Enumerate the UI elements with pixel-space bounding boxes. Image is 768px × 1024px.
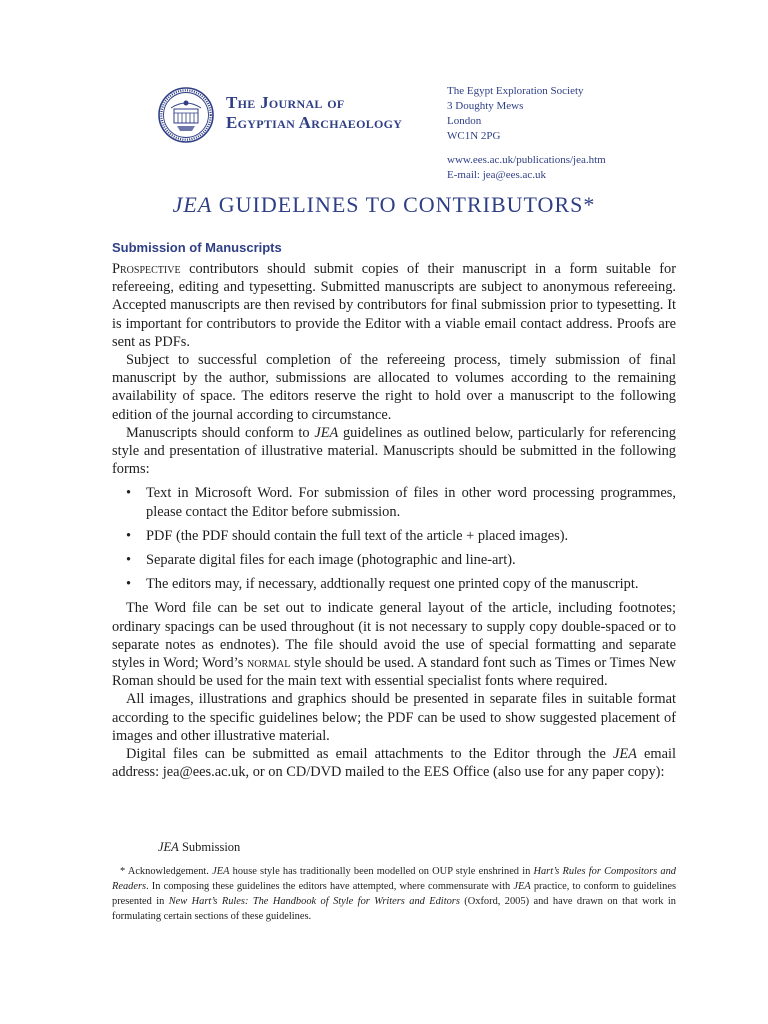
list-item: [112, 527, 676, 545]
section-heading: Submission of Manuscripts: [112, 240, 282, 255]
journal-title-line-1: The Journal of: [226, 93, 345, 112]
body-text: [112, 260, 676, 781]
footnote: [112, 864, 676, 924]
list-item: [112, 551, 676, 569]
list-item-text: Separate digital files for each image (photographic and line-art).: [146, 552, 516, 569]
list-item: [112, 575, 676, 593]
paragraph: [112, 745, 676, 781]
paragraph: All images, illustrations and graphics should be presented in separate files in suitable format according to the specific guidelines below; the PDF can be used to show suggested placement of images and other illustrative material.: [112, 691, 676, 744]
paragraph-text: Digital files can be submitted as email attachments to the Editor through the: [126, 746, 613, 763]
journal-title: [226, 93, 402, 133]
paragraph-text: contributors should submit copies of their manuscript in a form suitable for refereeing, editing and typesetting. Submitted manuscripts are subject to anonymous refereeing. Accepted manuscripts are then revised by contributors for final submission prior to typesetting. It is important for contributors to provide the Editor with a viable email contact address. Proofs are sent as PDFs.: [112, 261, 676, 350]
submission-label: [158, 840, 240, 855]
jea-italic: JEA: [612, 746, 637, 763]
jea-italic: JEA: [314, 424, 339, 441]
list-item-text: PDF (the PDF should contain the full text of the article + placed images).: [146, 527, 569, 544]
list-item-text: Text in Microsoft Word. For submission of files in other word processing programmes, please contact the Editor before submission.: [146, 485, 676, 520]
submission-label-text: Submission: [178, 840, 241, 854]
paragraph: [112, 424, 676, 479]
paragraph-text: The Word file can be set out to indicate general layout of the article, including footnotes; ordinary spacings can be used throughout (it is not necessary to supply copy double-spaced or to separate notes as endnotes). The file should avoid the use of special formatting and separate styles in Word; Word’s: [112, 600, 676, 672]
jea-italic: JEA: [513, 881, 531, 892]
address-line: WC1N 2PG: [447, 130, 501, 142]
address-line: London: [447, 115, 482, 127]
paragraph: [112, 260, 676, 351]
address-line: The Egypt Exploration Society: [447, 85, 584, 97]
paragraph-text: style should be used. A standard font such as Times or Times New Roman should be used for the main text with essential specialist fonts where required.: [112, 655, 676, 690]
address-line: 3 Doughty Mews: [447, 100, 524, 112]
paragraph-text: Manuscripts should conform to: [126, 424, 315, 441]
footnote-text: . In composing these guidelines the editors have attempted, where commensurate with: [146, 881, 514, 892]
footnote-text: * Acknowledgement.: [120, 866, 213, 877]
normal-style-name: normal: [247, 655, 291, 672]
bullet: •: [126, 485, 132, 502]
jea-italic: JEA: [158, 840, 179, 854]
website-link[interactable]: www.ees.ac.uk/publications/jea.htm: [447, 154, 606, 166]
submission-forms-list: [112, 484, 676, 593]
bullet: •: [126, 552, 132, 569]
book-title: New Hart’s Rules: The Handbook of Style for Writers and Editors: [168, 896, 460, 907]
title-rest: GUIDELINES TO CONTRIBUTORS*: [212, 192, 596, 217]
bullet: •: [126, 527, 132, 544]
email-link[interactable]: E-mail: jea@ees.ac.uk: [447, 169, 546, 181]
footnote-text: house style has traditionally been modelled on OUP style enshrined in: [229, 866, 534, 877]
journal-title-line-2: Egyptian Archaeology: [226, 113, 403, 132]
book-title: Hart’s Rules for Compositors and Readers: [112, 866, 676, 892]
paragraph-text: email address: jea@ees.ac.uk, or on CD/DVD mailed to the EES Office (also use for any paper copy):: [112, 746, 676, 781]
paragraph-text: guidelines as outlined below, particularly for referencing style and presentation of illustrative material. Manuscripts should be submitted in the following forms:: [112, 424, 676, 478]
title-jea: JEA: [172, 192, 213, 217]
page-title: [0, 192, 768, 218]
footnote-text: practice, to conform to guidelines presented in: [112, 881, 676, 907]
bullet: •: [126, 576, 132, 593]
list-item-text: The editors may, if necessary, addtionally request one printed copy of the manuscript.: [146, 576, 639, 593]
list-item: [112, 484, 676, 520]
footnote-text: (Oxford, 2005) and have drawn on that work in formulating certain sections of these guidelines.: [112, 896, 677, 922]
publisher-address: [447, 84, 606, 183]
ees-seal-icon: [157, 86, 215, 144]
paragraph: [112, 599, 676, 690]
jea-italic: JEA: [212, 866, 230, 877]
lead-word: Prospective: [112, 261, 181, 277]
paragraph: Subject to successful completion of the refereeing process, timely submission of final manuscript by the author, submissions are allocated to volumes according to the remaining availability of space. The editors reserve the right to hold over a manuscript to the following edition of the journal according to circumstance.: [112, 352, 676, 423]
